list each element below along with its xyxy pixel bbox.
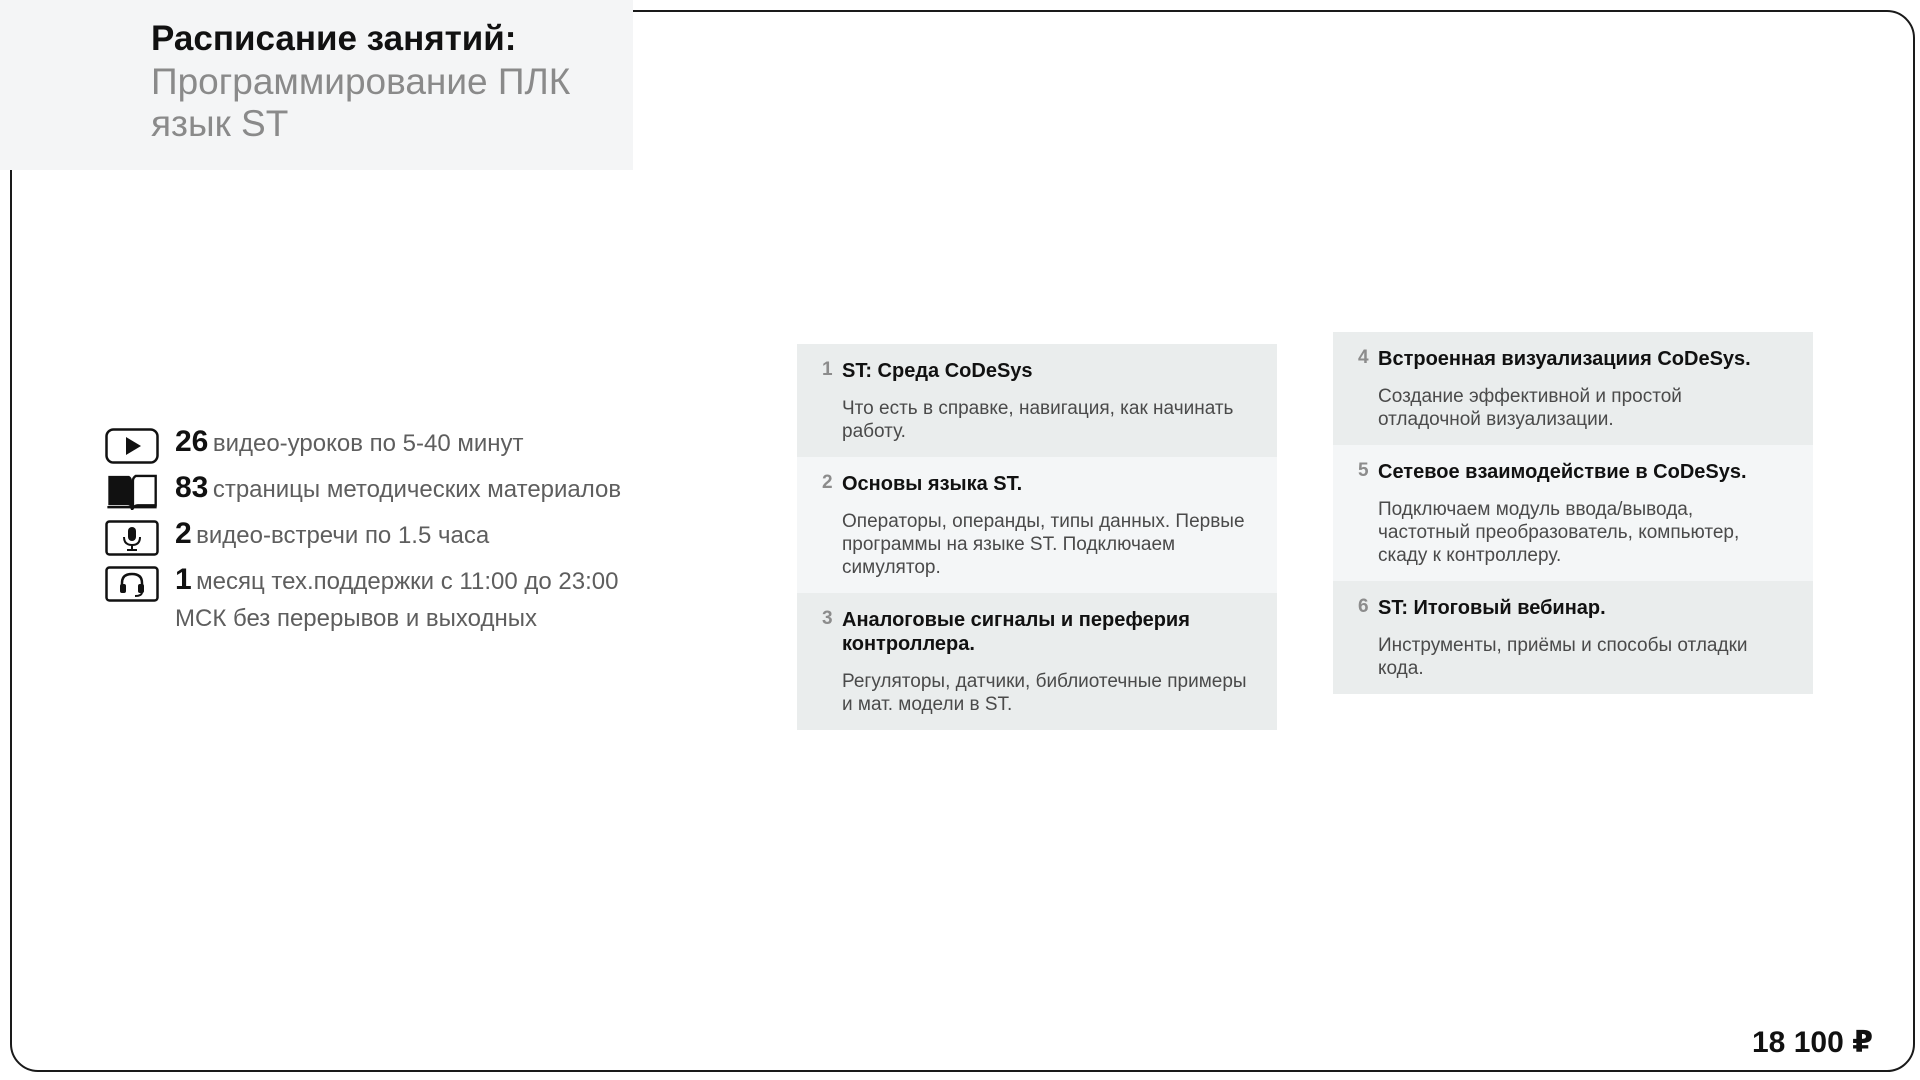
lesson-description: Что есть в справке, навигация, как начинать работу.	[842, 398, 1234, 442]
headphones-icon	[105, 566, 159, 602]
schedule-column-right	[1333, 332, 1813, 694]
price-label: 18 100 ₽	[1752, 1026, 1873, 1059]
lesson-number: 6	[1358, 596, 1369, 617]
feature-text: видео-встречи по 1.5 часа	[196, 522, 490, 549]
feature-text-continued: МСК без перерывов и выходных	[175, 605, 537, 632]
page-title: Расписание занятий:	[151, 19, 517, 58]
lesson-description: Создание эффективной и простой отладочной визуализации.	[1378, 386, 1682, 430]
feature-text: страницы методических материалов	[212, 476, 622, 503]
lesson-number: 1	[822, 359, 833, 380]
schedule-column-left	[797, 344, 1277, 730]
feature-videos	[105, 425, 725, 465]
lesson-card	[797, 593, 1277, 730]
lesson-title: ST: Среда CoDeSys	[842, 360, 1033, 382]
lesson-description: Подключаем модуль ввода/вывода, частотный преобразователь, компьютер, скаду к контроллеру.	[1378, 499, 1740, 566]
lesson-number: 3	[822, 608, 833, 629]
lesson-description: Операторы, операнды, типы данных. Первые программы на языке ST. Подключаем симулятор.	[842, 511, 1245, 578]
feature-number: 26	[175, 425, 209, 458]
header-box	[0, 0, 633, 170]
feature-meetings	[105, 517, 725, 557]
lesson-card	[797, 457, 1277, 593]
lesson-card	[1333, 581, 1813, 694]
lesson-description: Инструменты, приёмы и способы отладки кода.	[1378, 635, 1748, 679]
lesson-number: 5	[1358, 460, 1369, 481]
lesson-title: Встроенная визуализациия CoDeSys.	[1378, 348, 1751, 370]
features-list	[105, 425, 725, 643]
lesson-card	[797, 344, 1277, 457]
play-icon	[105, 428, 159, 464]
lesson-number: 2	[822, 472, 833, 493]
page-subtitle: Программирование ПЛК язык ST	[151, 61, 571, 144]
lesson-card	[1333, 332, 1813, 445]
feature-text: месяц тех.поддержки с 11:00 до 23:00	[196, 568, 619, 595]
feature-number: 83	[175, 471, 209, 504]
lesson-title: Аналоговые сигналы и переферия контроллера.	[842, 609, 1190, 655]
feature-number: 2	[175, 517, 192, 550]
feature-materials	[105, 471, 725, 511]
feature-number: 1	[175, 563, 192, 596]
lesson-description: Регуляторы, датчики, библиотечные примеры и мат. модели в ST.	[842, 671, 1247, 715]
feature-support	[105, 563, 725, 637]
lesson-title: ST: Итоговый вебинар.	[1378, 597, 1606, 619]
lesson-card	[1333, 445, 1813, 581]
lesson-title: Основы языка ST.	[842, 473, 1023, 495]
lesson-title: Сетевое взаимодействие в CoDeSys.	[1378, 461, 1747, 483]
book-icon	[105, 474, 159, 510]
microphone-icon	[105, 520, 159, 556]
lesson-number: 4	[1358, 347, 1369, 368]
feature-text: видео-уроков по 5-40 минут	[212, 430, 524, 457]
